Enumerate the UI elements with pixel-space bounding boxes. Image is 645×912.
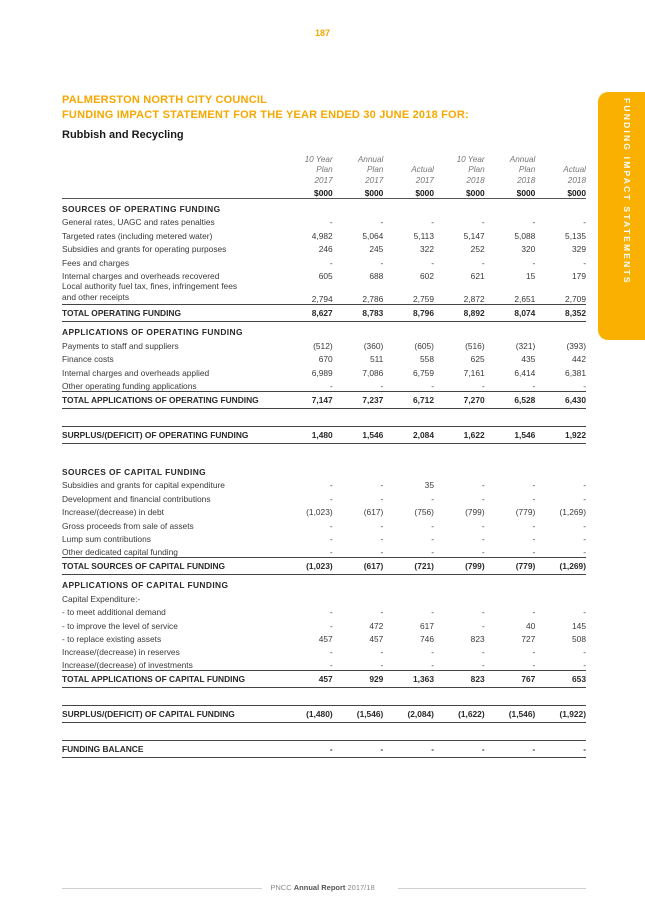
total-label: FUNDING BALANCE	[62, 741, 282, 758]
cell-value: 8,796	[383, 304, 434, 321]
cell-value: 617	[420, 620, 434, 631]
section-heading: SOURCES OF OPERATING FUNDING	[62, 204, 221, 214]
cell-value: -	[431, 546, 434, 557]
table-row	[62, 351, 586, 364]
cell-value: 6,989	[311, 367, 333, 378]
cell-value: 472	[369, 620, 384, 631]
cell-value: -	[380, 480, 384, 491]
table-row	[62, 644, 586, 657]
total-label: SURPLUS/(DEFICIT) OF OPERATING FUNDING	[62, 426, 282, 443]
cell-value: 508	[572, 633, 586, 644]
cell-value: (799)	[465, 507, 485, 518]
cell-value: 320	[521, 244, 536, 255]
cell-value: -	[431, 380, 434, 391]
cell-value: 145	[572, 620, 586, 631]
row-label: Capital Expenditure:-	[62, 593, 141, 604]
cell-value: (779)	[515, 507, 536, 518]
cell-value: -	[481, 620, 485, 631]
cell-value: -	[481, 647, 485, 658]
cell-value: 2,084	[383, 426, 434, 443]
cell-value: 746	[420, 633, 434, 644]
cell-value: 621	[470, 270, 485, 281]
cell-value: 688	[369, 270, 384, 281]
cell-value: -	[380, 493, 384, 504]
row-label: Subsidies and grants for operating purposes	[62, 244, 227, 255]
cell-value: -	[329, 493, 333, 504]
column-unit: $000	[282, 186, 333, 198]
cell-value	[333, 590, 384, 603]
cell-value: -	[583, 520, 586, 531]
cell-value: 179	[572, 270, 586, 281]
total-row	[62, 391, 586, 408]
cell-value: -	[485, 741, 536, 758]
cell-value: (516)	[465, 340, 485, 351]
cell-value: -	[380, 257, 384, 268]
table-row	[62, 378, 586, 391]
row-label: Increase/(decrease) in debt	[62, 507, 164, 518]
cell-value: (393)	[566, 340, 586, 351]
cell-value: (2,084)	[383, 706, 434, 723]
row-label: Finance costs	[62, 354, 114, 365]
cell-value: -	[481, 520, 485, 531]
cell-value: -	[333, 741, 384, 758]
total-row	[62, 304, 586, 321]
section-heading-row	[62, 461, 586, 477]
total-label: TOTAL APPLICATIONS OF CAPITAL FUNDING	[62, 671, 282, 688]
row-label: - to meet additional demand	[62, 607, 166, 618]
section-heading-row	[62, 321, 586, 337]
cell-value: -	[380, 533, 384, 544]
cell-value: -	[481, 480, 485, 491]
cell-value: 2,709	[565, 293, 586, 304]
cell-value: -	[431, 647, 434, 658]
cell-value: 6,381	[565, 367, 586, 378]
cell-value: -	[431, 533, 434, 544]
column-header: 10 Year Plan 2017	[304, 154, 333, 185]
cell-value: -	[329, 647, 333, 658]
total-label: TOTAL SOURCES OF CAPITAL FUNDING	[62, 557, 282, 574]
cell-value: 8,627	[282, 304, 333, 321]
cell-value	[282, 590, 333, 603]
cell-value: -	[282, 741, 333, 758]
table-row	[62, 590, 586, 603]
table-row	[62, 337, 586, 350]
cell-value: 8,074	[485, 304, 536, 321]
cell-value: 823	[434, 671, 485, 688]
table-row	[62, 490, 586, 503]
row-label: Other operating funding applications	[62, 380, 197, 391]
cell-value: -	[380, 546, 384, 557]
cell-value: 457	[318, 633, 333, 644]
cell-value: -	[481, 217, 485, 228]
cell-value: -	[583, 257, 586, 268]
cell-value: 246	[318, 244, 333, 255]
spacer-row	[62, 443, 586, 461]
cell-value: 1,622	[434, 426, 485, 443]
heading-line-1: PALMERSTON NORTH CITY COUNCIL	[62, 94, 268, 106]
table-row	[62, 214, 586, 227]
table-body	[62, 198, 586, 758]
cell-value: -	[583, 660, 586, 671]
row-label: Development and financial contributions	[62, 493, 211, 504]
cell-value: -	[583, 380, 586, 391]
row-label: - to replace existing assets	[62, 633, 162, 644]
cell-value: -	[380, 607, 384, 618]
cell-value: -	[434, 741, 485, 758]
column-header-row	[62, 144, 586, 186]
cell-value: 7,161	[463, 367, 485, 378]
row-label: Increase/(decrease) of investments	[62, 660, 193, 671]
cell-value: -	[431, 493, 434, 504]
cell-value: 457	[282, 671, 333, 688]
column-unit: $000	[485, 186, 536, 198]
cell-value: -	[481, 380, 485, 391]
cell-value: -	[481, 493, 485, 504]
cell-value: -	[329, 520, 333, 531]
cell-value: 5,113	[413, 230, 434, 241]
cell-value: -	[481, 660, 485, 671]
row-label: - to improve the level of service	[62, 620, 178, 631]
row-label: Subsidies and grants for capital expenditure	[62, 480, 225, 491]
section-side-tab	[598, 92, 645, 340]
page-number: 187	[314, 28, 331, 38]
cell-value: 5,088	[514, 230, 536, 241]
cell-value: (1,480)	[282, 706, 333, 723]
cell-value: (1,622)	[434, 706, 485, 723]
cell-value: -	[329, 380, 333, 391]
cell-value: 558	[420, 354, 434, 365]
table-row	[62, 227, 586, 240]
cell-value: 653	[535, 671, 586, 688]
column-unit: $000	[535, 186, 586, 198]
cell-value: -	[481, 607, 485, 618]
cell-value: (605)	[414, 340, 434, 351]
unit-row	[62, 186, 586, 198]
cell-value: 6,759	[413, 367, 434, 378]
cell-value: 2,786	[362, 293, 384, 304]
cell-value: 1,363	[383, 671, 434, 688]
table-row	[62, 517, 586, 530]
row-label: Increase/(decrease) in reserves	[62, 647, 180, 658]
cell-value: 1,546	[485, 426, 536, 443]
cell-value: 929	[333, 671, 384, 688]
row-label: Gross proceeds from sale of assets	[62, 520, 194, 531]
column-unit: $000	[434, 186, 485, 198]
cell-value: -	[583, 217, 586, 228]
cell-value: (799)	[434, 557, 485, 574]
cell-value: 7,086	[362, 367, 384, 378]
cell-value: (756)	[414, 507, 434, 518]
cell-value: (1,269)	[559, 507, 586, 518]
cell-value: 329	[572, 244, 586, 255]
cell-value: -	[532, 520, 536, 531]
cell-value: -	[329, 660, 333, 671]
section-heading: APPLICATIONS OF CAPITAL FUNDING	[62, 580, 229, 591]
cell-value: -	[431, 660, 434, 671]
cell-value: 7,147	[282, 391, 333, 408]
cell-value: -	[532, 607, 536, 618]
cell-value: -	[383, 741, 434, 758]
cell-value: -	[535, 741, 586, 758]
cell-value: 15	[525, 270, 536, 281]
cell-value: 2,759	[413, 293, 434, 304]
cell-value: 245	[369, 244, 384, 255]
total-label: TOTAL OPERATING FUNDING	[62, 304, 282, 321]
spacer-row	[62, 688, 586, 706]
cell-value: 1,922	[535, 426, 586, 443]
cell-value: -	[583, 607, 586, 618]
cell-value: -	[532, 480, 536, 491]
cell-value: -	[532, 546, 536, 557]
cell-value: -	[380, 380, 384, 391]
cell-value: (1,922)	[535, 706, 586, 723]
cell-value: -	[329, 533, 333, 544]
row-label: Internal charges and overheads recovered	[62, 270, 220, 281]
spacer-row	[62, 408, 586, 426]
cell-value	[535, 590, 586, 603]
row-label: Targeted rates (including metered water)	[62, 230, 213, 241]
cell-value: -	[329, 480, 333, 491]
cell-value: 605	[318, 270, 333, 281]
row-label: Fees and charges	[62, 257, 130, 268]
total-label: SURPLUS/(DEFICIT) OF CAPITAL FUNDING	[62, 706, 282, 723]
table-row	[62, 631, 586, 644]
cell-value: (721)	[383, 557, 434, 574]
cell-value: -	[532, 380, 536, 391]
cell-value: -	[329, 217, 333, 228]
heading-line-2: FUNDING IMPACT STATEMENT FOR THE YEAR ENDED 30 JUNE 2018 FOR:	[62, 109, 469, 121]
cell-value: (1,023)	[306, 507, 333, 518]
cell-value: (321)	[515, 340, 536, 351]
cell-value: -	[329, 257, 333, 268]
row-label: General rates, UAGC and rates penalties	[62, 217, 215, 228]
funding-impact-table	[62, 144, 586, 758]
row-label: Internal charges and overheads applied	[62, 367, 210, 378]
total-label: TOTAL APPLICATIONS OF OPERATING FUNDING	[62, 391, 282, 408]
cell-value: -	[532, 493, 536, 504]
row-label: Payments to staff and suppliers	[62, 340, 179, 351]
column-header: Annual Plan 2017	[357, 154, 384, 185]
cell-value: -	[380, 660, 384, 671]
column-header: 10 Year Plan 2018	[456, 154, 485, 185]
cell-value: 4,982	[311, 230, 333, 241]
cell-value: 6,430	[535, 391, 586, 408]
column-unit: $000	[333, 186, 384, 198]
table-row	[62, 504, 586, 517]
table-row	[62, 617, 586, 630]
total-row	[62, 741, 586, 758]
cell-value: (1,546)	[485, 706, 536, 723]
table-row	[62, 364, 586, 377]
table-row	[62, 241, 586, 254]
side-tab-label: FUNDING IMPACT STATEMENTS	[622, 98, 632, 285]
cell-value: -	[431, 217, 434, 228]
cell-value: 5,147	[463, 230, 485, 241]
cell-value: (1,546)	[333, 706, 384, 723]
cell-value: 767	[485, 671, 536, 688]
cell-value: 252	[470, 244, 485, 255]
cell-value: 5,135	[565, 230, 586, 241]
table-row	[62, 268, 586, 281]
cell-value: (617)	[333, 557, 384, 574]
cell-value: -	[583, 480, 586, 491]
table-row	[62, 254, 586, 267]
cell-value: -	[481, 257, 485, 268]
cell-value: 625	[470, 354, 485, 365]
total-row	[62, 426, 586, 443]
cell-value: -	[583, 533, 586, 544]
cell-value: -	[481, 533, 485, 544]
cell-value: 8,892	[434, 304, 485, 321]
cell-value: -	[380, 520, 384, 531]
cell-value: 511	[369, 354, 384, 365]
row-label: Other dedicated capital funding	[62, 546, 178, 557]
cell-value: -	[481, 546, 485, 557]
cell-value: 40	[525, 620, 536, 631]
cell-value: -	[380, 647, 384, 658]
cell-value: 5,064	[362, 230, 384, 241]
cell-value: 457	[369, 633, 384, 644]
column-unit: $000	[383, 186, 434, 198]
column-header: Annual Plan 2018	[509, 154, 536, 185]
cell-value: 435	[521, 354, 536, 365]
cell-value	[485, 590, 536, 603]
cell-value: -	[583, 493, 586, 504]
cell-value: 2,651	[514, 293, 536, 304]
cell-value: -	[532, 660, 536, 671]
activity-title: Rubbish and Recycling	[62, 129, 184, 141]
column-header: Actual 2018	[563, 165, 586, 185]
cell-value: (360)	[363, 340, 384, 351]
section-heading-row	[62, 198, 586, 214]
cell-value	[383, 590, 434, 603]
cell-value: (1,023)	[282, 557, 333, 574]
cell-value: -	[431, 607, 434, 618]
cell-value: (779)	[485, 557, 536, 574]
table-row	[62, 477, 586, 490]
cell-value: 8,352	[535, 304, 586, 321]
cell-value: (617)	[363, 507, 384, 518]
cell-value: -	[329, 607, 333, 618]
cell-value	[434, 590, 485, 603]
cell-value: 322	[420, 244, 434, 255]
cell-value: 6,712	[383, 391, 434, 408]
cell-value: 602	[420, 270, 434, 281]
page-footer: PNCC Annual Report 2017/18	[270, 883, 375, 892]
cell-value: 823	[470, 633, 485, 644]
cell-value: 7,237	[333, 391, 384, 408]
row-label: Local authority fuel tax, fines, infringement fees and other receipts	[62, 280, 238, 303]
cell-value: 7,270	[434, 391, 485, 408]
page-heading	[62, 93, 469, 123]
header-blank	[62, 144, 282, 186]
cell-value: -	[329, 620, 333, 631]
total-row	[62, 557, 586, 574]
cell-value: 8,783	[333, 304, 384, 321]
cell-value: -	[329, 546, 333, 557]
table-row	[62, 531, 586, 544]
cell-value: 442	[572, 354, 586, 365]
cell-value: 35	[424, 480, 434, 491]
cell-value: -	[532, 533, 536, 544]
cell-value: -	[532, 217, 536, 228]
section-heading: APPLICATIONS OF OPERATING FUNDING	[62, 327, 243, 338]
column-header: Actual 2017	[411, 165, 434, 185]
section-heading: SOURCES OF CAPITAL FUNDING	[62, 467, 207, 478]
row-label: Lump sum contributions	[62, 533, 151, 544]
cell-value: -	[532, 647, 536, 658]
cell-value: (1,269)	[535, 557, 586, 574]
cell-value: -	[583, 647, 586, 658]
cell-value: 2,794	[311, 293, 333, 304]
cell-value: -	[431, 520, 434, 531]
cell-value: (512)	[313, 340, 333, 351]
cell-value: 1,546	[333, 426, 384, 443]
table-row	[62, 281, 586, 305]
cell-value: 6,528	[485, 391, 536, 408]
cell-value: -	[583, 546, 586, 557]
cell-value: -	[431, 257, 434, 268]
cell-value: 670	[318, 354, 333, 365]
table-row	[62, 657, 586, 670]
cell-value: -	[532, 257, 536, 268]
spacer-row	[62, 723, 586, 741]
total-row	[62, 706, 586, 723]
cell-value: -	[380, 217, 384, 228]
total-row	[62, 671, 586, 688]
cell-value: 6,414	[514, 367, 536, 378]
cell-value: 2,872	[463, 293, 485, 304]
cell-value: 727	[521, 633, 536, 644]
table-row	[62, 604, 586, 617]
cell-value: 1,480	[282, 426, 333, 443]
table-row	[62, 544, 586, 557]
section-heading-row	[62, 574, 586, 590]
